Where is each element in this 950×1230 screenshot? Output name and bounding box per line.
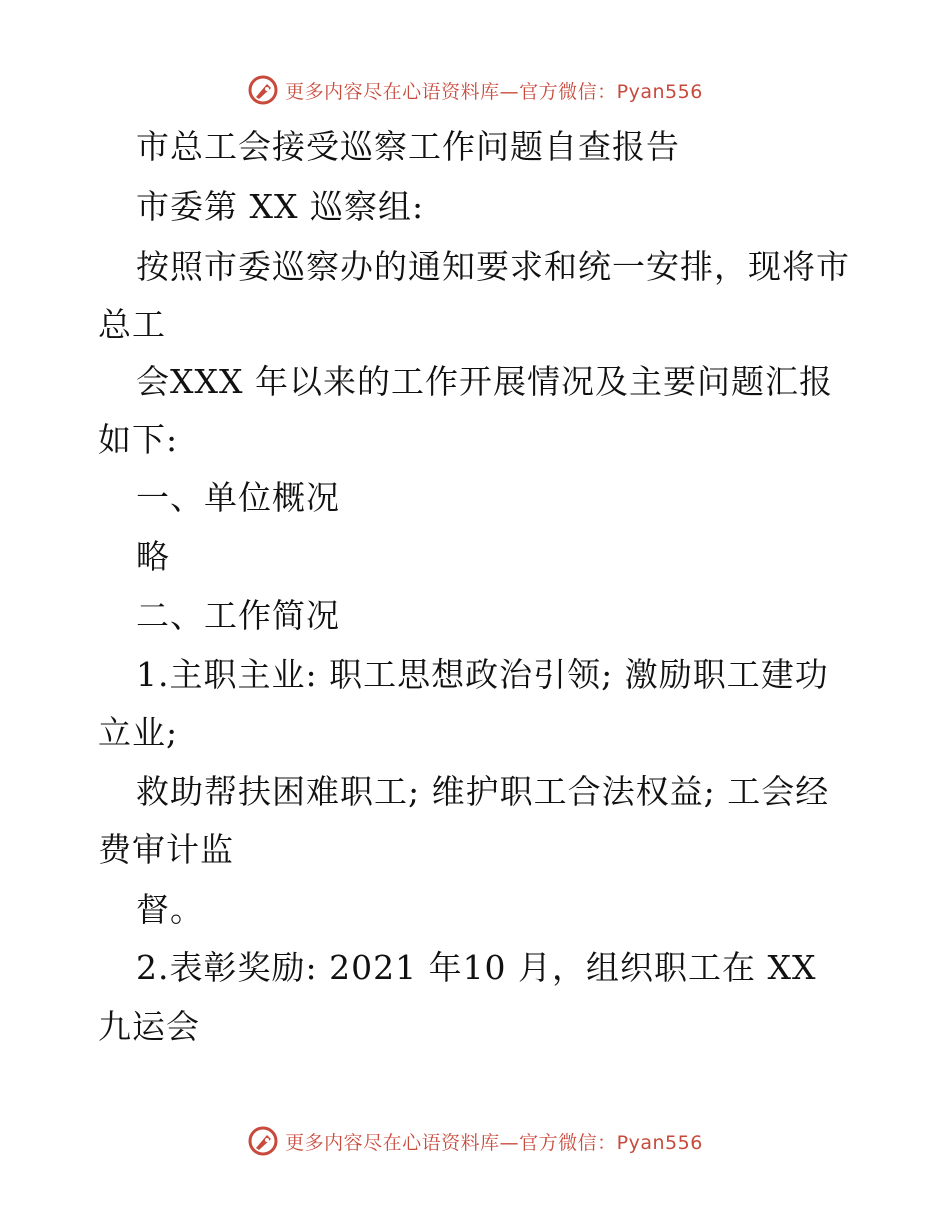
document-title: 市总工会接受巡察工作问题自查报告 — [136, 127, 680, 166]
pen-nib-logo-icon — [247, 74, 279, 106]
watermark-text: 更多内容尽在心语资料库—官方微信：Pyan556 — [285, 80, 703, 103]
paragraph-line: 2.表彰奖励: 2021 年10 月，组织职工在 XX — [136, 948, 817, 987]
watermark-text: 更多内容尽在心语资料库—官方微信：Pyan556 — [285, 1131, 703, 1154]
footer-watermark — [0, 1124, 950, 1158]
salutation-line: 市委第 XX 巡察组: — [136, 187, 425, 226]
pen-nib-logo-icon — [247, 1125, 279, 1157]
paragraph-line: 立业; — [98, 713, 179, 752]
paragraph-line: 总工 — [98, 305, 166, 344]
paragraph-line: 略 — [136, 537, 170, 576]
section-heading: 二、工作简况 — [136, 596, 340, 635]
paragraph-line: 九运会 — [98, 1007, 200, 1046]
paragraph-line: 费审计监 — [98, 830, 234, 869]
paragraph-line: 如下: — [98, 420, 179, 459]
header-watermark — [0, 73, 950, 107]
paragraph-line: 救助帮扶困难职工; 维护职工合法权益; 工会经 — [136, 772, 830, 811]
paragraph-line: 1.主职主业: 职工思想政治引领; 激励职工建功 — [136, 655, 829, 694]
section-heading: 一、单位概况 — [136, 478, 340, 517]
paragraph-line: 按照市委巡察办的通知要求和统一安排，现将市 — [136, 247, 850, 286]
paragraph-line: 督。 — [136, 890, 204, 929]
paragraph-line: 会XXX 年以来的工作开展情况及主要问题汇报 — [136, 362, 833, 401]
